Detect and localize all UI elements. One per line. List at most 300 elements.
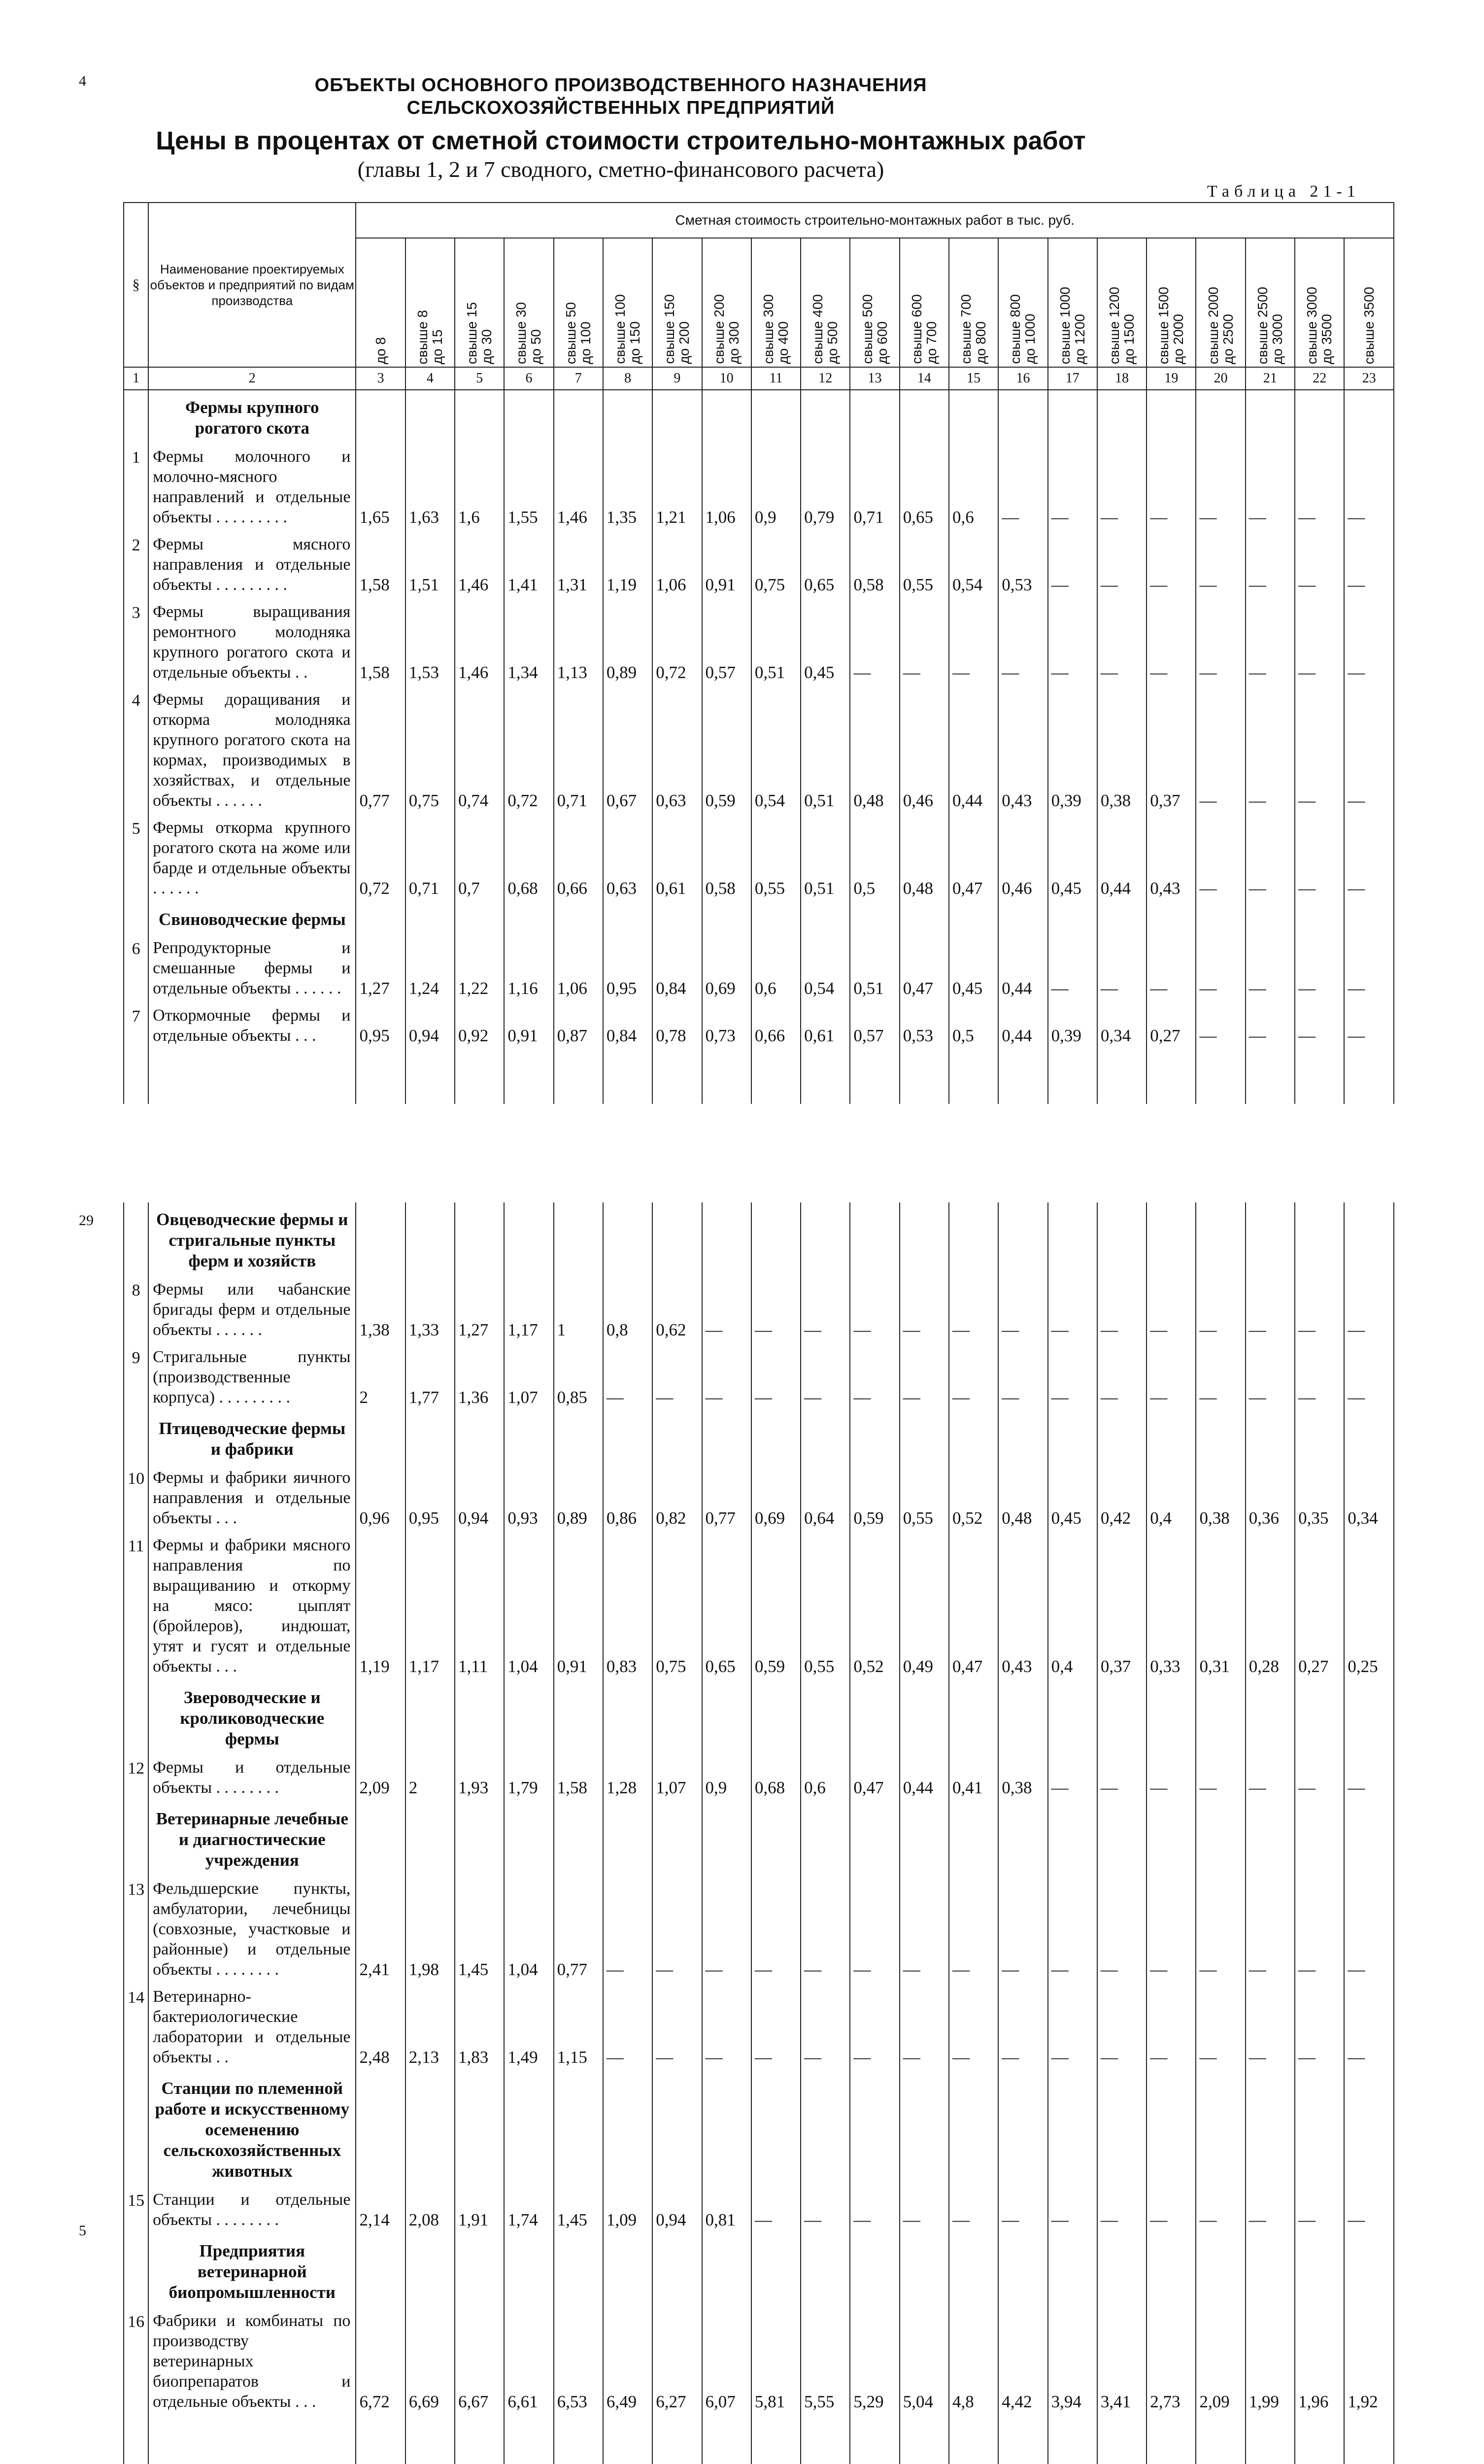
price-percent-cell: 1,51 <box>405 531 455 599</box>
price-percent-cell: 1,06 <box>554 935 603 1002</box>
empty-cell <box>652 390 702 444</box>
price-percent-cell: — <box>801 1876 850 1984</box>
price-percent-cell: 1,92 <box>1344 2308 1394 2416</box>
empty-cell <box>1048 1411 1097 1465</box>
empty-cell <box>998 2416 1047 2464</box>
price-percent-cell: — <box>1196 935 1245 1002</box>
empty-cell <box>1196 902 1245 935</box>
price-percent-cell: — <box>1147 444 1196 531</box>
price-percent-cell: — <box>1295 599 1344 686</box>
empty-cell <box>603 1680 652 1754</box>
empty-cell <box>356 2071 405 2187</box>
empty-cell <box>356 902 405 935</box>
table-row <box>124 599 1394 686</box>
empty-cell <box>603 2416 652 2464</box>
price-percent-cell: — <box>603 1344 652 1411</box>
price-percent-cell: 0,54 <box>801 935 850 1002</box>
table-row <box>124 686 1394 815</box>
empty-cell <box>702 1411 751 1465</box>
empty-cell <box>504 2416 553 2464</box>
price-percent-cell: 0,33 <box>1147 1532 1196 1680</box>
price-percent-cell: 0,47 <box>949 1532 998 1680</box>
table-row <box>124 531 1394 599</box>
price-percent-cell: — <box>998 444 1047 531</box>
empty-cell <box>751 1202 801 1276</box>
empty-cell <box>504 390 553 444</box>
price-percent-cell: 0,63 <box>603 815 652 902</box>
row-number: 12 <box>124 1754 148 1802</box>
price-percent-cell: — <box>1246 599 1295 686</box>
section-number-cell <box>124 390 148 444</box>
empty-cell <box>1344 2416 1394 2464</box>
empty-cell <box>1097 2234 1147 2308</box>
column-number: 13 <box>850 367 899 390</box>
price-percent-cell: — <box>1196 1276 1245 1344</box>
empty-cell <box>850 2234 899 2308</box>
price-percent-cell: — <box>1048 1984 1097 2071</box>
price-percent-cell: — <box>1295 1876 1344 1984</box>
price-percent-cell: — <box>949 1876 998 1984</box>
price-percent-cell: 1,33 <box>405 1276 455 1344</box>
heading-line-2: СЕЛЬСКОХОЗЯЙСТВЕННЫХ ПРЕДПРИЯТИЙ <box>406 98 835 118</box>
page-heading <box>0 74 1242 183</box>
empty-cell <box>504 902 553 935</box>
price-percent-cell: — <box>900 1984 949 2071</box>
price-percent-cell: 0,65 <box>801 531 850 599</box>
cost-range-label: свыше 2000 до 2500 <box>1205 286 1236 364</box>
price-percent-cell: 0,42 <box>1097 1465 1147 1532</box>
cost-range-header <box>998 238 1047 367</box>
table-row <box>124 444 1394 531</box>
price-percent-cell: 0,39 <box>1048 1002 1097 1050</box>
price-percent-cell: 1,06 <box>652 531 702 599</box>
price-percent-cell: 1,04 <box>504 1876 553 1984</box>
price-percent-cell: 0,94 <box>455 1465 504 1532</box>
price-percent-cell: 1,34 <box>504 599 553 686</box>
price-percent-cell: 0,44 <box>900 1754 949 1802</box>
row-number: 11 <box>124 1532 148 1680</box>
price-percent-cell: 1,28 <box>603 1754 652 1802</box>
empty-cell <box>1295 1411 1344 1465</box>
price-percent-cell: 1,74 <box>504 2187 553 2234</box>
price-percent-cell: 1,19 <box>356 1532 405 1680</box>
empty-cell <box>1246 902 1295 935</box>
price-percent-cell: 1,99 <box>1246 2308 1295 2416</box>
section-subheader: Свиноводческие фермы <box>148 902 356 935</box>
empty-cell <box>554 1680 603 1754</box>
empty-cell <box>801 1050 850 1104</box>
section-number-cell <box>124 1802 148 1876</box>
price-percent-cell: 0,37 <box>1097 1532 1147 1680</box>
price-percent-cell: 1,96 <box>1295 2308 1344 2416</box>
price-percent-cell: 1,93 <box>455 1754 504 1802</box>
price-percent-cell: 1,58 <box>554 1754 603 1802</box>
price-percent-cell: — <box>1048 1754 1097 1802</box>
object-name: Фермы и фабрики мясного направления по выращиванию и откорму на мясо: цыплят (бройлеров), индюшат, утят и гусят и отдельные объекты . . . <box>148 1532 356 1680</box>
price-percent-cell: — <box>1344 1344 1394 1411</box>
price-percent-cell: 0,28 <box>1246 1532 1295 1680</box>
price-percent-cell: — <box>1344 815 1394 902</box>
empty-cell <box>1196 390 1245 444</box>
price-percent-cell: 1,45 <box>554 2187 603 2234</box>
price-percent-cell: 0,44 <box>1097 815 1147 902</box>
table-row <box>124 1532 1394 1680</box>
price-percent-cell: 5,29 <box>850 2308 899 2416</box>
empty-cell <box>1048 390 1097 444</box>
price-percent-cell: — <box>1196 1754 1245 1802</box>
price-percent-cell: 0,45 <box>801 599 850 686</box>
object-name: Фермы молочного и молочно-мясного направлений и отдельные объекты . . . . . . . . . <box>148 444 356 531</box>
table-row <box>124 1465 1394 1532</box>
row-number: 15 <box>124 2187 148 2234</box>
section-number-cell <box>124 2234 148 2308</box>
empty-cell <box>1246 2071 1295 2187</box>
cost-range-label: свыше 3500 <box>1361 286 1377 364</box>
price-percent-cell: 0,86 <box>603 1465 652 1532</box>
price-percent-cell: 0,8 <box>603 1276 652 1344</box>
empty-cell <box>554 2416 603 2464</box>
empty-cell <box>1246 1202 1295 1276</box>
column-number: 23 <box>1344 367 1394 390</box>
price-percent-cell: — <box>652 1876 702 1984</box>
price-percent-cell: — <box>652 1344 702 1411</box>
empty-cell <box>1295 2234 1344 2308</box>
price-percent-cell: 0,34 <box>1344 1465 1394 1532</box>
price-percent-cell: 0,55 <box>801 1532 850 1680</box>
cost-range-header <box>900 238 949 367</box>
table-row <box>124 1984 1394 2071</box>
price-percent-cell: 0,27 <box>1147 1002 1196 1050</box>
section-subheader: Ветеринарные лечебные и диагностические учреждения <box>148 1802 356 1876</box>
column-number: 20 <box>1196 367 1245 390</box>
empty-cell <box>1097 1050 1147 1104</box>
price-percent-cell: 0,49 <box>900 1532 949 1680</box>
section-sign-header: § <box>124 203 148 367</box>
empty-cell <box>900 2416 949 2464</box>
price-percent-cell: 0,78 <box>652 1002 702 1050</box>
price-percent-cell: — <box>751 1344 801 1411</box>
price-percent-cell: 0,55 <box>900 1465 949 1532</box>
table-row <box>124 1876 1394 1984</box>
column-number: 2 <box>148 367 356 390</box>
empty-cell <box>751 2071 801 2187</box>
price-percent-cell: 1,22 <box>455 935 504 1002</box>
price-percent-cell: 0,9 <box>702 1754 751 1802</box>
price-percent-cell: — <box>1048 935 1097 1002</box>
cost-range-header <box>1048 238 1097 367</box>
price-percent-cell: 0,53 <box>998 531 1047 599</box>
price-percent-cell: — <box>900 599 949 686</box>
empty-cell <box>702 1202 751 1276</box>
cost-range-header <box>1246 238 1295 367</box>
empty-cell <box>702 2071 751 2187</box>
price-percent-cell: — <box>1097 531 1147 599</box>
empty-cell <box>1295 1050 1344 1104</box>
column-number: 15 <box>949 367 998 390</box>
empty-cell <box>751 1802 801 1876</box>
empty-cell <box>603 1802 652 1876</box>
price-percent-cell: 1,46 <box>554 444 603 531</box>
price-percent-cell: 1,36 <box>455 1344 504 1411</box>
price-percent-cell: — <box>751 1876 801 1984</box>
price-percent-cell: — <box>1048 1344 1097 1411</box>
empty-cell <box>998 2071 1047 2187</box>
empty-cell <box>900 902 949 935</box>
price-percent-cell: 2,13 <box>405 1984 455 2071</box>
price-percent-cell: 0,77 <box>702 1465 751 1532</box>
price-percent-cell: 1,31 <box>554 531 603 599</box>
price-percent-cell: — <box>1097 2187 1147 2234</box>
empty-cell <box>1048 2234 1097 2308</box>
price-percent-cell: 6,69 <box>405 2308 455 2416</box>
price-percent-cell: 0,77 <box>356 686 405 815</box>
price-percent-cell: — <box>1196 599 1245 686</box>
empty-cell <box>850 1050 899 1104</box>
table-continuation-row <box>124 2416 1394 2464</box>
price-percent-cell: 0,84 <box>652 935 702 1002</box>
price-percent-cell: — <box>1344 444 1394 531</box>
empty-cell <box>1344 2234 1394 2308</box>
price-percent-cell: 0,73 <box>702 1002 751 1050</box>
empty-cell <box>801 1680 850 1754</box>
empty-cell <box>1196 1202 1245 1276</box>
cost-range-label: свыше 700 до 800 <box>958 294 989 364</box>
empty-cell <box>949 2234 998 2308</box>
empty-cell <box>455 902 504 935</box>
price-percent-cell: 0,68 <box>751 1754 801 1802</box>
price-percent-cell: 0,43 <box>998 1532 1047 1680</box>
price-percent-cell: — <box>1246 815 1295 902</box>
price-percent-cell: 1,77 <box>405 1344 455 1411</box>
price-percent-cell: — <box>1344 599 1394 686</box>
price-percent-cell: 0,89 <box>554 1465 603 1532</box>
margin-page-number-top: 4 <box>79 73 86 89</box>
price-percent-cell: 0,89 <box>603 599 652 686</box>
empty-cell <box>1196 1411 1245 1465</box>
price-percent-cell: 0,69 <box>751 1465 801 1532</box>
empty-cell <box>356 390 405 444</box>
column-number: 1 <box>124 367 148 390</box>
price-percent-cell: 0,75 <box>751 531 801 599</box>
column-number: 9 <box>652 367 702 390</box>
section-subheader-row <box>124 1202 1394 1276</box>
price-percent-cell: 1,98 <box>405 1876 455 1984</box>
cost-range-label: свыше 200 до 300 <box>711 294 742 364</box>
price-percent-cell: 1,53 <box>405 599 455 686</box>
empty-cell <box>1147 1680 1196 1754</box>
margin-page-number-middle: 29 <box>79 1212 94 1229</box>
cost-range-label: свыше 1500 до 2000 <box>1156 286 1186 364</box>
price-percent-cell: — <box>1295 1754 1344 1802</box>
price-percent-cell: 2 <box>356 1344 405 1411</box>
price-percent-cell: — <box>1147 1276 1196 1344</box>
price-percent-cell: — <box>1048 599 1097 686</box>
price-percent-cell: 0,55 <box>751 815 801 902</box>
empty-cell <box>900 2071 949 2187</box>
price-percent-cell: 0,46 <box>900 686 949 815</box>
price-percent-cell: 0,43 <box>1147 815 1196 902</box>
price-percent-cell: — <box>751 1984 801 2071</box>
row-number: 13 <box>124 1876 148 1984</box>
column-number: 10 <box>702 367 751 390</box>
price-percent-cell: 0,6 <box>801 1754 850 1802</box>
price-percent-cell: — <box>1147 531 1196 599</box>
price-percent-cell: — <box>949 599 998 686</box>
price-percent-cell: 0,41 <box>949 1754 998 1802</box>
price-percent-cell: 0,92 <box>455 1002 504 1050</box>
empty-cell <box>1196 2234 1245 2308</box>
cost-range-label: свыше 800 до 1000 <box>1008 294 1038 364</box>
price-percent-cell: 0,48 <box>998 1465 1047 1532</box>
column-number: 11 <box>751 367 801 390</box>
empty-cell <box>702 1680 751 1754</box>
price-percent-cell: — <box>1246 1276 1295 1344</box>
price-percent-cell: 0,48 <box>900 815 949 902</box>
price-percent-cell: — <box>702 1344 751 1411</box>
column-number: 8 <box>603 367 652 390</box>
empty-cell <box>1344 390 1394 444</box>
section-subheader-row <box>124 902 1394 935</box>
price-percent-cell: 0,57 <box>702 599 751 686</box>
empty-cell <box>1048 1680 1097 1754</box>
price-percent-cell: — <box>702 1876 751 1984</box>
price-percent-cell: 0,51 <box>751 599 801 686</box>
empty-cell <box>603 390 652 444</box>
empty-cell <box>124 2416 148 2464</box>
price-percent-cell: — <box>850 1276 899 1344</box>
price-percent-cell: — <box>1246 531 1295 599</box>
empty-cell <box>702 2416 751 2464</box>
empty-cell <box>900 1680 949 1754</box>
empty-cell <box>652 2071 702 2187</box>
empty-cell <box>1344 2071 1394 2187</box>
price-percent-cell: — <box>702 1276 751 1344</box>
price-percent-cell: 0,36 <box>1246 1465 1295 1532</box>
price-percent-cell: 3,41 <box>1097 2308 1147 2416</box>
price-percent-cell: 6,72 <box>356 2308 405 2416</box>
empty-cell <box>504 1411 553 1465</box>
price-percent-cell: 0,38 <box>998 1754 1047 1802</box>
section-number-cell <box>124 902 148 935</box>
empty-cell <box>603 1411 652 1465</box>
price-percent-cell: 0,44 <box>949 686 998 815</box>
price-percent-cell: 0,71 <box>405 815 455 902</box>
cost-range-label: свыше 50 до 100 <box>563 302 593 364</box>
empty-cell <box>998 1411 1047 1465</box>
cost-range-header <box>1295 238 1344 367</box>
price-percent-cell: — <box>1295 935 1344 1002</box>
price-percent-cell: — <box>850 1344 899 1411</box>
price-percent-cell: — <box>1196 686 1245 815</box>
empty-cell <box>455 2416 504 2464</box>
price-percent-cell: 1,04 <box>504 1532 553 1680</box>
price-percent-cell: — <box>1097 1344 1147 1411</box>
price-percent-cell: 4,8 <box>949 2308 998 2416</box>
empty-cell <box>801 1802 850 1876</box>
price-percent-cell: — <box>998 1876 1047 1984</box>
price-percent-cell: 3,94 <box>1048 2308 1097 2416</box>
price-percent-cell: 1,58 <box>356 531 405 599</box>
empty-cell <box>702 1802 751 1876</box>
empty-cell <box>1097 2416 1147 2464</box>
price-percent-cell: 0,27 <box>1295 1532 1344 1680</box>
cost-range-header <box>405 238 455 367</box>
price-percent-cell: 0,91 <box>504 1002 553 1050</box>
price-percent-cell: — <box>751 1276 801 1344</box>
empty-cell <box>1246 1411 1295 1465</box>
cost-range-label: свыше 3000 до 3500 <box>1304 286 1335 364</box>
empty-cell <box>554 2071 603 2187</box>
price-percent-cell: 0,62 <box>652 1276 702 1344</box>
price-percent-cell: 0,6 <box>949 444 998 531</box>
section-subheader-row <box>124 390 1394 444</box>
price-percent-cell: 6,67 <box>455 2308 504 2416</box>
price-percent-cell: 0,65 <box>702 1532 751 1680</box>
price-percent-cell: 0,74 <box>455 686 504 815</box>
empty-cell <box>1048 1050 1097 1104</box>
empty-cell <box>554 902 603 935</box>
price-percent-cell: 1,38 <box>356 1276 405 1344</box>
empty-cell <box>850 1202 899 1276</box>
cost-range-header <box>455 238 504 367</box>
price-percent-cell: 0,54 <box>751 686 801 815</box>
price-percent-cell: 1,65 <box>356 444 405 531</box>
price-percent-cell: 0,51 <box>850 935 899 1002</box>
empty-cell <box>1196 1802 1245 1876</box>
price-percent-cell: 0,84 <box>603 1002 652 1050</box>
cost-range-header <box>652 238 702 367</box>
empty-cell <box>455 1050 504 1104</box>
empty-cell <box>702 1050 751 1104</box>
empty-cell <box>405 1202 455 1276</box>
cost-range-label: свыше 2500 до 3000 <box>1254 286 1285 364</box>
empty-cell <box>1048 1202 1097 1276</box>
price-percent-cell: 1,27 <box>356 935 405 1002</box>
price-percent-cell: — <box>900 2187 949 2234</box>
price-table-part-2 <box>123 1202 1394 2464</box>
price-percent-cell: 1,45 <box>455 1876 504 1984</box>
empty-cell <box>603 2234 652 2308</box>
empty-cell <box>850 1802 899 1876</box>
price-percent-cell: 1,83 <box>455 1984 504 2071</box>
price-percent-cell: 1,35 <box>603 444 652 531</box>
column-number: 7 <box>554 367 603 390</box>
price-percent-cell: — <box>1246 444 1295 531</box>
empty-cell <box>504 1050 553 1104</box>
empty-cell <box>1048 1802 1097 1876</box>
empty-cell <box>455 1202 504 1276</box>
empty-cell <box>1147 1202 1196 1276</box>
empty-cell <box>1097 2071 1147 2187</box>
empty-cell <box>1196 2071 1245 2187</box>
empty-cell <box>1097 1680 1147 1754</box>
cost-group-header: Сметная стоимость строительно-монтажных работ в тыс. руб. <box>356 203 1394 238</box>
empty-cell <box>356 2234 405 2308</box>
empty-cell <box>504 1680 553 1754</box>
price-percent-cell: — <box>900 1276 949 1344</box>
empty-cell <box>801 1202 850 1276</box>
column-number: 12 <box>801 367 850 390</box>
price-table-part-1 <box>123 202 1394 1104</box>
empty-cell <box>949 1202 998 1276</box>
price-percent-cell: 1,91 <box>455 2187 504 2234</box>
price-percent-cell: — <box>949 1984 998 2071</box>
price-percent-cell: — <box>1097 599 1147 686</box>
price-percent-cell: 0,79 <box>801 444 850 531</box>
price-percent-cell: — <box>1048 531 1097 599</box>
price-percent-cell: 0,93 <box>504 1465 553 1532</box>
price-percent-cell: — <box>1344 1276 1394 1344</box>
